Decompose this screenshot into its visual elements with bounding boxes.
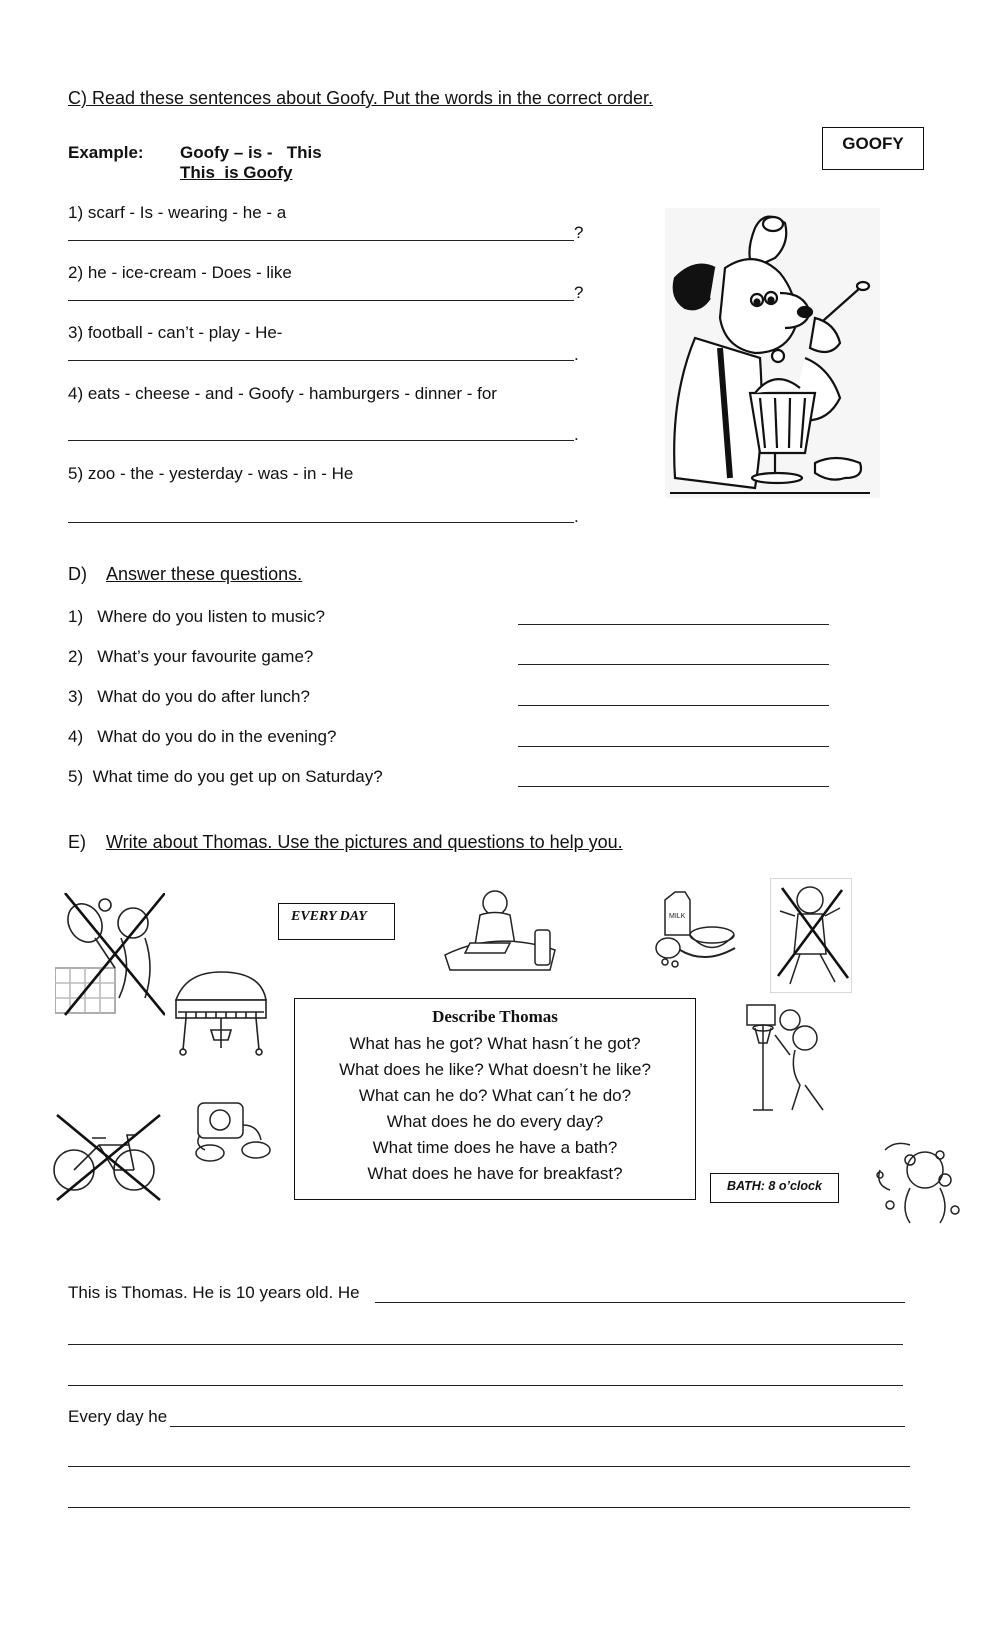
section-c-heading: C) Read these sentences about Goofy. Put the words in the correct order. bbox=[68, 88, 653, 108]
section-d-letter: D) bbox=[68, 564, 87, 584]
writing-line-5[interactable] bbox=[68, 1466, 910, 1467]
reorder-item-2: 2) he - ice-cream - Does - like bbox=[68, 263, 292, 282]
answer-line-q2[interactable] bbox=[518, 664, 829, 665]
boy-reading-picture bbox=[440, 885, 560, 980]
writing-line-1[interactable] bbox=[375, 1302, 905, 1303]
describe-line: What has he got? What hasn´t he got? bbox=[349, 1034, 641, 1053]
reorder-item-1: 1) scarf - Is - wearing - he - a bbox=[68, 203, 287, 222]
answer-line-2[interactable] bbox=[68, 300, 574, 301]
answer-line-q4[interactable] bbox=[518, 746, 829, 747]
reorder-item-4: 4) eats - cheese - and - Goofy - hamburgers - dinner - for bbox=[68, 384, 497, 403]
goofy-label-box bbox=[822, 127, 924, 170]
describe-line: What does he do every day? bbox=[386, 1112, 604, 1131]
question-number: 3) bbox=[68, 687, 84, 706]
answer-line-5[interactable] bbox=[68, 522, 574, 523]
question-text: What do you do in the evening? bbox=[97, 727, 337, 746]
piano-picture bbox=[166, 970, 276, 1062]
example-label: Example: bbox=[68, 143, 144, 162]
writing-start-2: Every day he bbox=[68, 1407, 168, 1426]
question-number: 4) bbox=[68, 727, 84, 746]
answer-line-3[interactable] bbox=[68, 360, 574, 361]
section-d-heading: Answer these questions. bbox=[106, 564, 303, 584]
question-4 bbox=[68, 727, 336, 747]
answer-line-q1[interactable] bbox=[518, 624, 829, 625]
bicycle-crossed-picture bbox=[52, 1110, 162, 1202]
every-day-label: EVERY DAY bbox=[291, 909, 367, 924]
svg-text:MILK: MILK bbox=[669, 913, 686, 920]
every-day-box bbox=[278, 903, 395, 940]
writing-line-3[interactable] bbox=[68, 1385, 903, 1386]
writing-start-1: This is Thomas. He is 10 years old. He bbox=[68, 1283, 360, 1302]
writing-line-6[interactable] bbox=[68, 1507, 910, 1508]
question-text: What time do you get up on Saturday? bbox=[92, 767, 383, 786]
end-mark-5: . bbox=[574, 507, 579, 526]
describe-thomas-box bbox=[294, 998, 696, 1200]
bath-box bbox=[710, 1173, 839, 1203]
end-mark-2: ? bbox=[574, 283, 584, 302]
section-e-heading: Write about Thomas. Use the pictures and questions to help you. bbox=[106, 832, 623, 852]
question-1 bbox=[68, 607, 325, 627]
question-number: 1) bbox=[68, 607, 84, 626]
writing-line-2[interactable] bbox=[68, 1344, 903, 1345]
end-mark-4: . bbox=[574, 425, 579, 444]
breakfast-picture bbox=[650, 890, 742, 972]
example-words: Goofy – is - This bbox=[180, 143, 322, 162]
reorder-item-5: 5) zoo - the - yesterday - was - in - He bbox=[68, 464, 354, 483]
describe-line: What can he do? What can´t he do? bbox=[358, 1086, 632, 1105]
writing-line-4[interactable] bbox=[170, 1426, 905, 1427]
question-3 bbox=[68, 687, 310, 707]
describe-line: What does he have for breakfast? bbox=[367, 1164, 623, 1183]
end-mark-1: ? bbox=[574, 223, 584, 242]
question-number: 2) bbox=[68, 647, 84, 666]
basketball-picture bbox=[745, 1000, 845, 1115]
answer-line-4[interactable] bbox=[68, 440, 574, 441]
bath-picture bbox=[870, 1130, 965, 1230]
section-e-letter: E) bbox=[68, 832, 86, 852]
question-text: What’s your favourite game? bbox=[97, 647, 314, 666]
answer-line-q5[interactable] bbox=[518, 786, 829, 787]
question-number: 5) bbox=[68, 767, 84, 786]
describe-title: Describe Thomas bbox=[432, 1007, 558, 1026]
describe-prompts bbox=[295, 1031, 695, 1187]
question-5 bbox=[68, 767, 383, 787]
question-text: Where do you listen to music? bbox=[97, 607, 326, 626]
goofy-illustration bbox=[665, 208, 880, 498]
end-mark-3: . bbox=[574, 345, 579, 364]
describe-line: What does he like? What doesn’t he like? bbox=[339, 1060, 651, 1079]
question-2 bbox=[68, 647, 313, 667]
example-answer: This is Goofy bbox=[180, 163, 293, 182]
reorder-item-3: 3) football - can’t - play - He- bbox=[68, 323, 283, 342]
goofy-label: GOOFY bbox=[842, 134, 904, 153]
describe-line: What time does he have a bath? bbox=[372, 1138, 618, 1157]
answer-line-1[interactable] bbox=[68, 240, 574, 241]
game-console-picture bbox=[188, 1095, 273, 1170]
karate-crossed-picture bbox=[770, 878, 852, 993]
bath-label: BATH: 8 o’clock bbox=[727, 1179, 822, 1193]
question-text: What do you do after lunch? bbox=[97, 687, 310, 706]
answer-line-q3[interactable] bbox=[518, 705, 829, 706]
tennis-crossed-picture bbox=[55, 893, 165, 1023]
